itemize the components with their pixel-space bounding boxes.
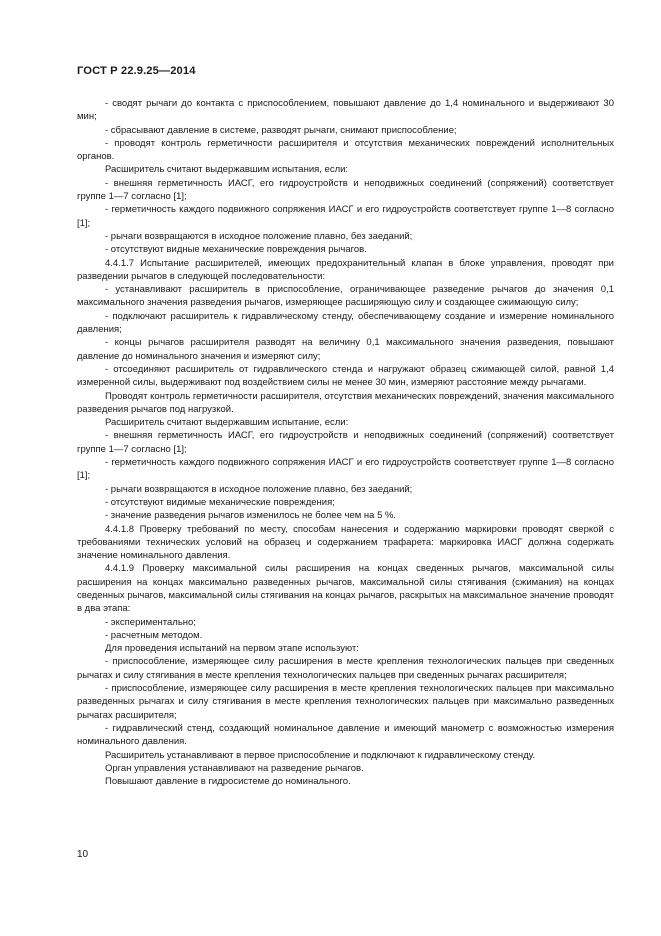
paragraph: - приспособление, измеряющее силу расширения в месте крепления технологических пальцев при сведенных рычагах и силу стягивания в месте крепления технологических пальцев при сведенных рычагах расширителя; — [77, 656, 614, 681]
paragraph: - внешняя герметичность ИАСГ, его гидроустройств и неподвижных соединений (сопряжений) соответствует группе 1—7 согласно [1]; — [77, 177, 614, 203]
paragraph: - расчетным методом. — [105, 629, 203, 641]
paragraph: Расширитель считают выдержавшим испытания, если: — [105, 164, 349, 176]
paragraph: - рычаги возвращаются в исходное положение плавно, без заеданий; — [105, 483, 413, 495]
paragraph: - значение разведения рычагов изменилось не более чем на 5 %. — [105, 510, 397, 522]
paragraph: - рычаги возвращаются в исходное положение плавно, без заеданий; — [105, 230, 413, 242]
paragraph: - проводят контроль герметичности расширителя и отсутствия механических повреждений исполнительных органов. — [77, 137, 614, 163]
paragraph: Расширитель считают выдержавшим испытание, если: — [105, 417, 349, 429]
paragraph: - устанавливают расширитель в приспособление, ограничивающее разведение рычагов до значения 0,1 максимального значения разведения рычагов, измеряющее расширяющую силу и создающее сжимающую силу; — [77, 284, 614, 309]
paragraph: - сводят рычаги до контакта с приспособлением, повышают давление до 1,4 номинального и выдерживают 30 мин; — [77, 98, 614, 123]
paragraph: 4.4.1.9 Проверку максимальной силы расширения на концах сведенных рычагов, максимальной силы расширения на концах максимально разведенных рычагов, максимальной силы стягивания (сжимания) на концах сведенных рычагов, максимальной силы стягивания на концах рычагов, раскрытых на максимальное значение проводят в два этапа: — [77, 563, 614, 615]
paragraph: - герметичность каждого подвижного сопряжения ИАСГ и его гидроустройств соответствует группе 1—8 согласно [1]; — [77, 457, 614, 482]
paragraph: - отсутствуют видимые механические повреждения; — [105, 496, 335, 508]
paragraph: - отсоединяют расширитель от гидравлического стенда и нагружают образец сжимающей силой, равной 1,4 измеренной силы, выдерживают под воздействием силы не менее 30 мин, измеряют расстояние между рычагами. — [77, 363, 614, 389]
body-text — [77, 97, 614, 788]
paragraph: - экспериментально; — [105, 616, 196, 628]
paragraph: 4.4.1.7 Испытание расширителей, имеющих предохранительный клапан в блоке управления, проводят при разведении рычагов в следующей последовательности: — [77, 257, 614, 282]
paragraph: - приспособление, измеряющее силу расширения в месте крепления технологических пальцев при максимально разведенных рычагах и силу стягивания в месте крепления технологических пальцев при максимально разведенных рычагах расширителя; — [77, 683, 614, 721]
paragraph: - подключают расширитель к гидравлическому стенду, обеспечивающему создание и измерение номинального давления; — [77, 310, 614, 336]
page-header-title: ГОСТ Р 22.9.25—2014 — [77, 65, 196, 77]
paragraph: Орган управления устанавливают на разведение рычагов. — [105, 762, 364, 774]
paragraph: - внешняя герметичность ИАСГ, его гидроустройств и неподвижных соединений (сопряжений) соответствует группе 1—7 согласно [1]; — [77, 430, 614, 455]
paragraph: - отсутствуют видные механические повреждения рычагов. — [105, 244, 367, 256]
paragraph: - гидравлический стенд, создающий номинальное давление и имеющий манометр с возможностью измерения номинального давления. — [77, 722, 614, 748]
page-number: 10 — [77, 849, 89, 860]
paragraph: Повышают давление в гидросистеме до номинального. — [105, 776, 351, 788]
paragraph: Проводят контроль герметичности расширителя, отсутствия механических повреждений, значения максимального разведения рычагов под нагрузкой. — [77, 390, 614, 415]
paragraph: Для проведения испытаний на первом этапе используют: — [105, 643, 359, 655]
paragraph: - концы рычагов расширителя разводят на величину 0,1 максимального значения разведения, повышают давление до номинального значения и измеряют силу; — [77, 337, 614, 362]
paragraph: - сбрасывают давление в системе, разводят рычаги, снимают приспособление; — [105, 124, 457, 136]
paragraph: 4.4.1.8 Проверку требований по месту, способам нанесения и содержанию маркировки проводят сверкой с требованиями технических условий на образец и содержанием трафарета: маркировка ИАСГ должна содержать значение номинального давления. — [77, 523, 614, 562]
paragraph: Расширитель устанавливают в первое приспособление и подключают к гидравлическому стенду. — [105, 749, 536, 761]
paragraph: - герметичность каждого подвижного сопряжения ИАСГ и его гидроустройств соответствует группе 1—8 согласно [1]; — [77, 204, 614, 229]
